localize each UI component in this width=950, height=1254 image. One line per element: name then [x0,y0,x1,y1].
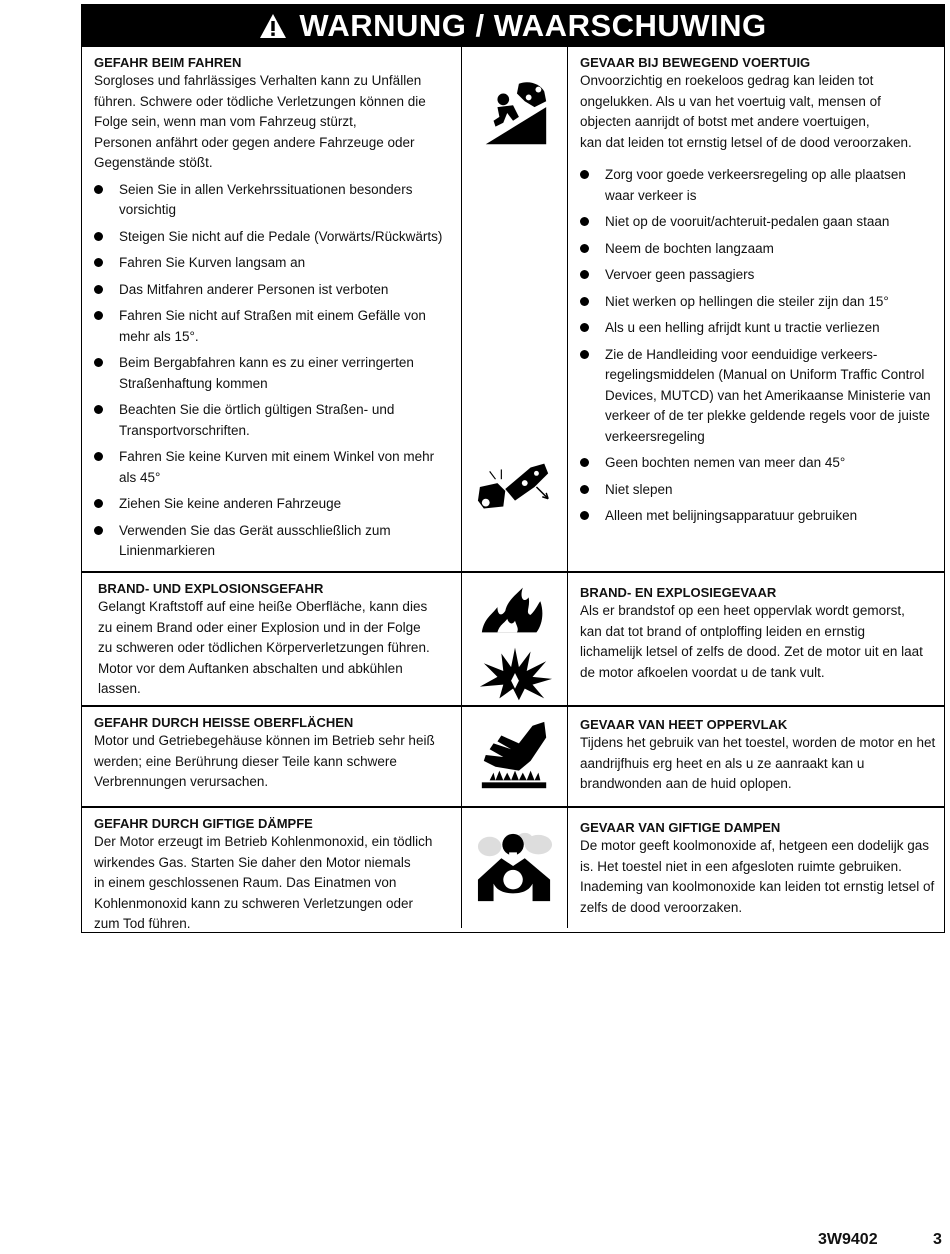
warning-banner [82,5,944,47]
section-title: BRAND- UND EXPLOSIONSGEFAHR [98,581,324,596]
list-item: Fahren Sie keine Kurven mit einem Winkel von mehr als 45° [94,447,453,488]
paragraph: Motor und Getriebegehäuse können im Betrieb sehr heiß werden; eine Berührung dieser Teile kann schwere Verbrennungen verursachen. [94,733,435,789]
vehicle-slope-fall-icon [476,77,554,149]
list-item: Beachten Sie die örtlich gültigen Straßen- und Transportvorschriften. [94,400,453,441]
fire-de [82,573,461,707]
list-item: Alleen met belijningsapparatuur gebruiken [580,506,936,527]
list-item: Niet werken op hellingen die steiler zijn dan 15° [580,292,936,313]
page-number: 3 [933,1231,942,1248]
document-code: 3W9402 [818,1231,878,1248]
vehicle-crash-icon [476,457,554,517]
list-item: Das Mitfahren anderer Personen ist verboten [94,280,453,301]
section-title: GEVAAR VAN GIFTIGE DAMPEN [580,820,781,835]
section-title: GEVAAR VAN HEET OPPERVLAK [580,717,788,732]
paragraph: De motor geeft koolmonoxide af, hetgeen een dodelijk gas is. Het toestel niet in een afgesloten ruimte gebruiken. Inademing van koolmonoxide kan leiden tot ernstig letsel of zelfs de dood veroorzaken. [580,838,935,915]
explosion-icon [476,643,554,701]
driving-de [82,47,461,571]
toxic-icons [461,808,568,928]
hot-nl [568,707,944,808]
section-title: GEVAAR BIJ BEWEGEND VOERTUIG [580,55,811,70]
list-item: Zorg voor goede verkeersregeling op alle plaatsen waar verkeer is [580,165,936,206]
paragraph: Tijdens het gebruik van het toestel, worden de motor en het aandrijfhuis erg heet en als u ze aanraakt kan u brandwonden aan de huid oplopen. [580,735,936,791]
list-item: Neem de bochten langzaam [580,239,936,260]
fire-icon [476,585,554,635]
hot-surface-hand-icon [476,719,554,795]
toxic-nl [568,808,944,934]
list-item: Fahren Sie nicht auf Straßen mit einem Gefälle von mehr als 15°. [94,306,453,347]
list-item: Seien Sie in allen Verkehrssituationen besonders vorsichtig [94,180,453,221]
list-item: Vervoer geen passagiers [580,265,936,286]
paragraph: Gelangt Kraftstoff auf eine heiße Oberfläche, kann dies zu einem Brand oder einer Explosion und in der Folge zu schweren oder tödlichen Körperverletzungen führen. Motor vor dem Auftanken abschalten und abkühlen lassen. [98,599,430,696]
warning-table [81,4,945,933]
hot-icons [461,707,568,808]
row-hot-surface [82,705,944,808]
paragraph: Sorgloses und fahrlässiges Verhalten kann zu Unfällen führen. Schwere oder tödliche Verletzungen können die Folge sein, wenn man vom Fahrzeug stürzt, Personen anfährt oder gegen andere Fahrzeuge oder Gegenstände stößt. [94,73,426,170]
list-item: Verwenden Sie das Gerät ausschließlich zum Linienmarkieren [94,521,453,562]
toxic-fumes-icon [476,830,554,904]
list-item: Als u een helling afrijdt kunt u tractie verliezen [580,318,936,339]
section-title: GEFAHR DURCH GIFTIGE DÄMPFE [94,816,313,831]
bullet-list [580,165,936,527]
list-item: Zie de Handleiding voor eenduidige verkeers- regelingsmiddelen (Manual on Uniform Traffic Control Devices, MUTCD) van het Amerikaanse Ministerie van verkeer of de ter plekke geldende regels voor de juiste verkeersregeling [580,345,936,448]
list-item: Beim Bergabfahren kann es zu einer verringerten Straßenhaftung kommen [94,353,453,394]
list-item: Niet op de vooruit/achteruit-pedalen gaan staan [580,212,936,233]
driving-nl [568,47,944,571]
banner-title: WARNUNG / WAARSCHUWING [299,8,767,43]
list-item: Fahren Sie Kurven langsam an [94,253,453,274]
list-item: Steigen Sie nicht auf die Pedale (Vorwärts/Rückwärts) [94,227,453,248]
list-item: Ziehen Sie keine anderen Fahrzeuge [94,494,453,515]
list-item: Niet slepen [580,480,936,501]
section-title: BRAND- EN EXPLOSIEGEVAAR [580,585,777,600]
fire-nl [568,573,944,707]
toxic-de [82,808,461,934]
paragraph: Onvoorzichtig en roekeloos gedrag kan leiden tot ongelukken. Als u van het voertuig valt, mensen of objecten aanrijdt of botst met andere voertuigen, kan dat leiden tot ernstig letsel of de dood veroorzaken. [580,73,912,150]
paragraph: Als er brandstof op een heet oppervlak wordt gemorst, kan dat tot brand of ontploffing leiden en ernstig lichamelijk letsel of zelfs de dood. Zet de motor uit en laat de motor afkoelen voordat u de tank vult. [580,603,923,680]
paragraph: Der Motor erzeugt im Betrieb Kohlenmonoxid, ein tödlich wirkendes Gas. Starten Sie daher den Motor niemals in einem geschlossenen Raum. Das Einatmen von Kohlenmonoxid kann zu schweren Verletzungen oder zum Tod führen. [94,834,433,931]
row-driving [82,47,944,571]
hot-de [82,707,461,808]
fire-icons [461,573,568,707]
row-toxic-fumes [82,806,944,934]
driving-icons [461,47,568,571]
warning-triangle-icon [259,13,287,39]
bullet-list [94,180,453,562]
section-title: GEFAHR BEIM FAHREN [94,55,242,70]
row-fire [82,571,944,707]
section-title: GEFAHR DURCH HEISSE OBERFLÄCHEN [94,715,354,730]
list-item: Geen bochten nemen van meer dan 45° [580,453,936,474]
